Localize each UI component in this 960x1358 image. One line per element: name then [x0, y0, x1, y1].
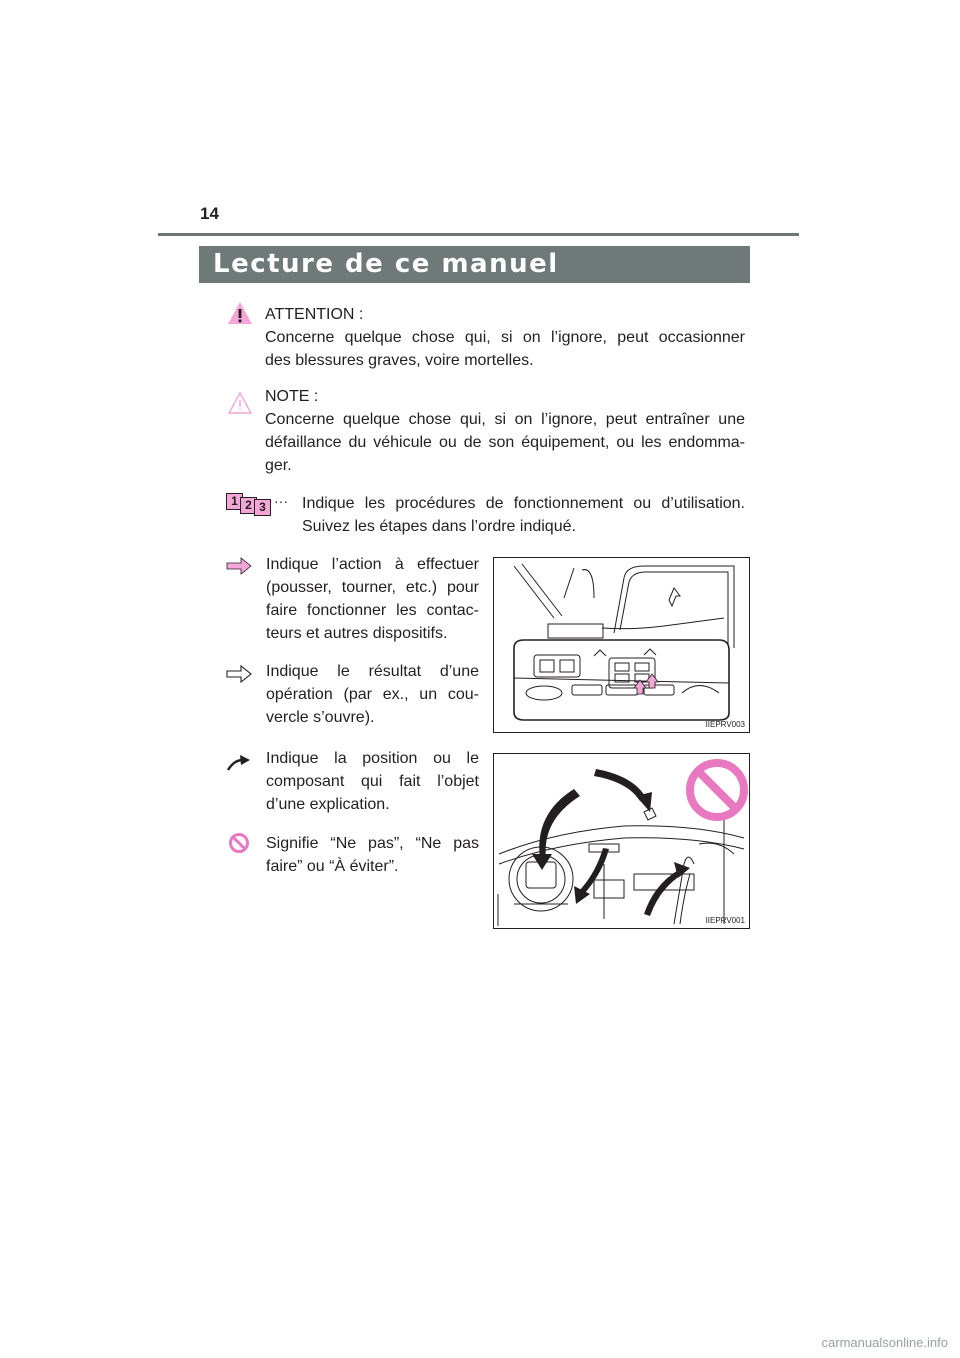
note-heading: NOTE :: [265, 388, 319, 405]
result-block: [266, 660, 479, 729]
top-rule: [158, 233, 799, 236]
position-text-line: Indique la position ou le: [266, 750, 479, 767]
position-text-line: composant qui fait l’objet: [266, 773, 479, 790]
curved-arrow-icon: [226, 753, 252, 773]
action-text-line: Indique l’action à effectuer: [266, 556, 479, 573]
prohibition-text-line: Signifie “Ne pas”, “Ne pas: [266, 835, 479, 852]
action-block: [266, 553, 479, 645]
figure-code: IIEPRV003: [705, 720, 745, 729]
attention-text-line: des blessures graves, voire mortelles.: [265, 352, 534, 369]
result-text-line: opération (par ex., un cou-: [266, 686, 479, 703]
steps-block: [302, 492, 745, 538]
note-text-line: défaillance du véhicule ou de son équipement, ou les endomma-: [265, 434, 745, 451]
prohibition-block: [266, 832, 479, 878]
attention-block: [265, 303, 745, 372]
page-number: 14: [200, 204, 219, 223]
action-text-line: teurs et autres dispositifs.: [266, 625, 448, 642]
outline-arrow-icon: [226, 665, 252, 683]
dashboard-figure: [493, 753, 750, 929]
action-text-line: (pousser, tourner, etc.) pour: [266, 579, 479, 596]
sunroof-figure: [493, 557, 750, 733]
result-text-line: Indique le résultat d’une: [266, 663, 479, 680]
filled-arrow-icon: [226, 557, 252, 575]
step-number-2: 2: [240, 497, 257, 514]
page-title: Lecture de ce manuel: [199, 246, 750, 283]
position-text-line: d’une explication.: [266, 796, 390, 813]
step-number-1: 1: [226, 493, 243, 510]
warning-triangle-outline-icon: [227, 391, 253, 415]
step-number-icons: [226, 493, 274, 515]
prohibition-icon: [228, 832, 250, 854]
warning-triangle-filled-icon: [227, 301, 253, 325]
sunroof-illustration: [494, 558, 749, 732]
dashboard-illustration: [494, 754, 749, 928]
attention-heading: ATTENTION :: [265, 306, 364, 323]
steps-text-line: Indique les procédures de fonctionnement ou d’utilisation.: [302, 495, 745, 512]
steps-text-line: Suivez les étapes dans l’ordre indiqué.: [302, 518, 576, 535]
action-text-line: faire fonctionner les contac-: [266, 602, 479, 619]
step-number-3: 3: [254, 499, 271, 516]
figure-code: IIEPRV001: [705, 916, 745, 925]
footer-brand[interactable]: carmanualsonline.info: [821, 1335, 948, 1350]
note-block: [265, 385, 745, 477]
attention-text-line: Concerne quelque chose qui, si on l’ignore, peut occasionner: [265, 329, 745, 346]
note-text-line: ger.: [265, 457, 292, 474]
result-text-line: vercle s’ouvre).: [266, 709, 375, 726]
position-block: [266, 747, 479, 816]
note-text-line: Concerne quelque chose qui, si on l’ignore, peut entraîner une: [265, 411, 745, 428]
steps-separator: ···: [274, 493, 288, 509]
prohibition-text-line: faire” ou “À éviter”.: [266, 858, 399, 875]
